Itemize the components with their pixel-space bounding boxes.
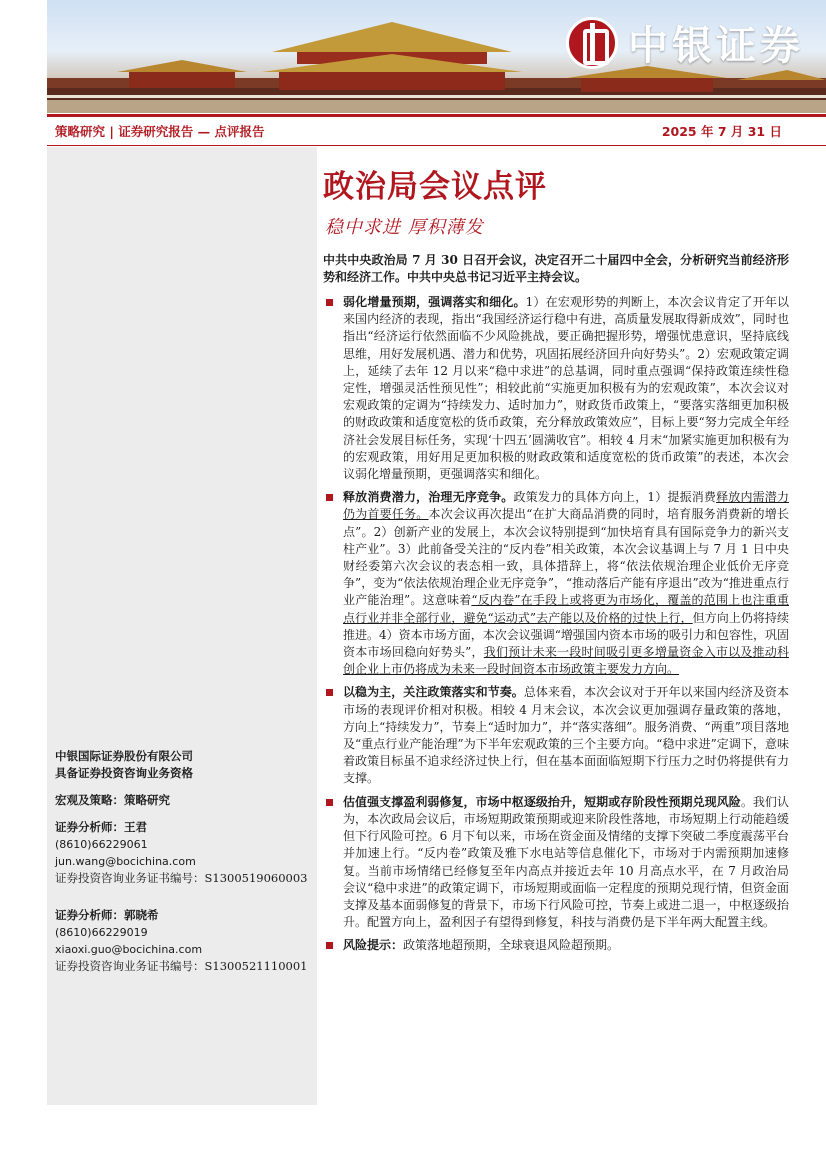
key-point-heading: 弱化增量预期，强调落实和细化。: [343, 295, 526, 309]
bullet-square-icon: [326, 942, 333, 949]
qualification: 具备证券投资咨询业务资格: [55, 766, 193, 780]
key-point: [323, 489, 789, 678]
key-point: [323, 294, 789, 483]
analyst-email[interactable]: jun.wang@bocichina.com: [55, 855, 196, 868]
key-point-body: 政策发力的具体方向上，1）提振消费: [513, 490, 717, 505]
header-banner: [47, 0, 826, 113]
brand-name: 中银证券: [628, 23, 804, 69]
risk-heading: 风险提示：: [343, 938, 404, 953]
report-title: 政治局会议点评: [323, 169, 547, 205]
analyst-email[interactable]: xiaoxi.guo@bocichina.com: [55, 943, 203, 956]
company-info: [55, 748, 313, 975]
analyst-name: 证券分析师：郭晓希: [55, 908, 159, 922]
key-point: [323, 794, 789, 932]
key-point-body: 1）在宏观形势的判断上，本次会议肯定了开年以来国内经济的表现，指出“我国经济运行稳中有进，高质量发展取得新成效”，同时也指出“经济运行依然面临不少风险挑战，要正确把握形势，增强忧患意识，坚持底线思维，用好发展机遇、潜力和优势，巩固拓展经济回升向好势头”。2）宏观政策定调上，延续了去年 12 月以来“稳中求进”的总基调，同时重点强调“保持政策连续性稳定性，增强灵活性预见性”；相较此前“实施更加积极有为的宏观政策”，本次会议对宏观政策的定调为“持续发力、适时加力”，财政货币政策上，“要落实落细更加积极的财政政策和适度宽松的货币政策，充分释放政策效应”，目标上要“努力完成全年经济社会发展目标任务，实现‘十四五’圆满收官”。相较 4 月末“加紧实施更加积极有为的宏观政策，用好用足更加积极的财政政策和适度宽松的货币政策”的表述，本次会议弱化增量预期，更强调落实和细化。: [343, 295, 789, 482]
key-point-emphasis: 我们预计未来一段时间吸引更多增量资金入市以及推动科创企业上市仍将成为未来一段时间资本市场政策主要发力方向。: [343, 645, 789, 677]
key-point-body: 但方向上仍将持续推进。4）资本市场方面，本次会议强调“增强国内资本市场的吸引力和包容性，巩固资本市场回稳向好势头”，: [343, 610, 789, 660]
risk-warning: [323, 937, 789, 954]
key-point-heading: 以稳为主，关注政策落实和节奏。: [343, 685, 524, 700]
key-point-emphasis: “反内卷”在手段上或将更为市场化，覆盖的范围上也注重重点行业并非全部行业，避免“运动式”去产能以及价格的过快上行，: [343, 593, 789, 625]
sidebar: [47, 147, 317, 1105]
report-date: 2025 年 7 月 31 日: [661, 124, 782, 139]
report-category: 策略研究 | 证券研究报告 — 点评报告: [55, 124, 265, 139]
analyst-phone: (8610)66229019: [55, 926, 148, 939]
category-bar: [47, 114, 826, 146]
analyst-phone: (8610)66229061: [55, 838, 148, 851]
analyst-license: 证券投资咨询业务证书编号：S1300519060003: [55, 871, 308, 885]
key-point-body: 。我们认为，本次政局会议后，市场短期政策预期或迎来阶段性落地，市场短期上行动能趋缓但下行风险可控。6 月下旬以来，市场在资金面及情绪的支撑下突破二季度震荡平台并加速上行。“反内卷”政策及雅下水电站等信息催化下，市场对于内需预期加速修复。当前市场情绪已经修复至年内高点并接近去年 10 月高点水平，在 7 月政治局会议“稳中求进”的政策定调下，市场短期或面临一定程度的预期兑现行情，但资金面支撑及基本面弱修复的背景下，市场下行风险可控，节奏上或进二退一，中枢逐级抬升。配置方向上，盈利因子有望得到修复，科技与消费仍是下半年两大配置主线。: [343, 794, 789, 930]
bullet-square-icon: [326, 494, 333, 501]
bullet-square-icon: [326, 799, 333, 806]
report-subtitle: 稳中求进 厚积薄发: [325, 217, 484, 238]
sector-label: 宏观及策略：策略研究: [55, 793, 170, 807]
brand-logo: [566, 14, 804, 71]
analyst-license: 证券投资咨询业务证书编号：S1300521110001: [55, 959, 308, 973]
company-name: 中银国际证券股份有限公司: [55, 749, 193, 763]
bullet-square-icon: [326, 299, 333, 306]
risk-body: 政策落地超预期，全球衰退风险超预期。: [403, 938, 620, 953]
key-point-emphasis: 释放内需潜力仍为首要任务。: [343, 490, 789, 522]
key-point-heading: 估值强支撑盈利弱修复，市场中枢逐级抬升，短期或存阶段性预期兑现风险: [343, 794, 741, 809]
analyst-name: 证券分析师：王君: [55, 820, 147, 834]
report-intro: 中共中央政治局 7 月 30 日召开会议，决定召开二十届四中全会，分析研究当前经济形势和经济工作。中共中央总书记习近平主持会议。: [323, 253, 789, 284]
key-point-body: 总体来看，本次会议对于开年以来国内经济及资本市场的表现评价相对积极。相较 4 月末会议，本次会议更加强调存量政策的落地，方向上“持续发力”，节奏上“适时加力”，并“落实落细”。服务消费、“两重”项目落地及“重点行业产能治理”为下半年宏观政策的三个主要方向。“稳中求进”定调下，意味着政策目标虽不追求经济过快上行，但在基本面面临短期下行压力之时仍将提供有力支撑。: [343, 685, 789, 786]
boc-logo-icon: [566, 17, 618, 69]
key-point: [323, 684, 789, 787]
key-point-heading: 释放消费潜力，治理无序竞争。: [343, 490, 514, 505]
key-point-body: 本次会议再次提出“在扩大商品消费的同时，培育服务消费新的增长点”。2）创新产业的发展上，本次会议特别提到“加快培育具有国际竞争力的新兴支柱产业”。3）此前备受关注的“反内卷”相关政策，本次会议基调上与 7 月 1 日中央财经委第六次会议的表态相一致，具体措辞上，将“依法依规治理企业低价无序竞争”，变为“依法依规治理企业无序竞争”，“推动落后产能有序退出”改为“推进重点行业产能治理”。这意味着: [343, 507, 789, 608]
key-points: [323, 294, 789, 961]
bullet-square-icon: [326, 689, 333, 696]
